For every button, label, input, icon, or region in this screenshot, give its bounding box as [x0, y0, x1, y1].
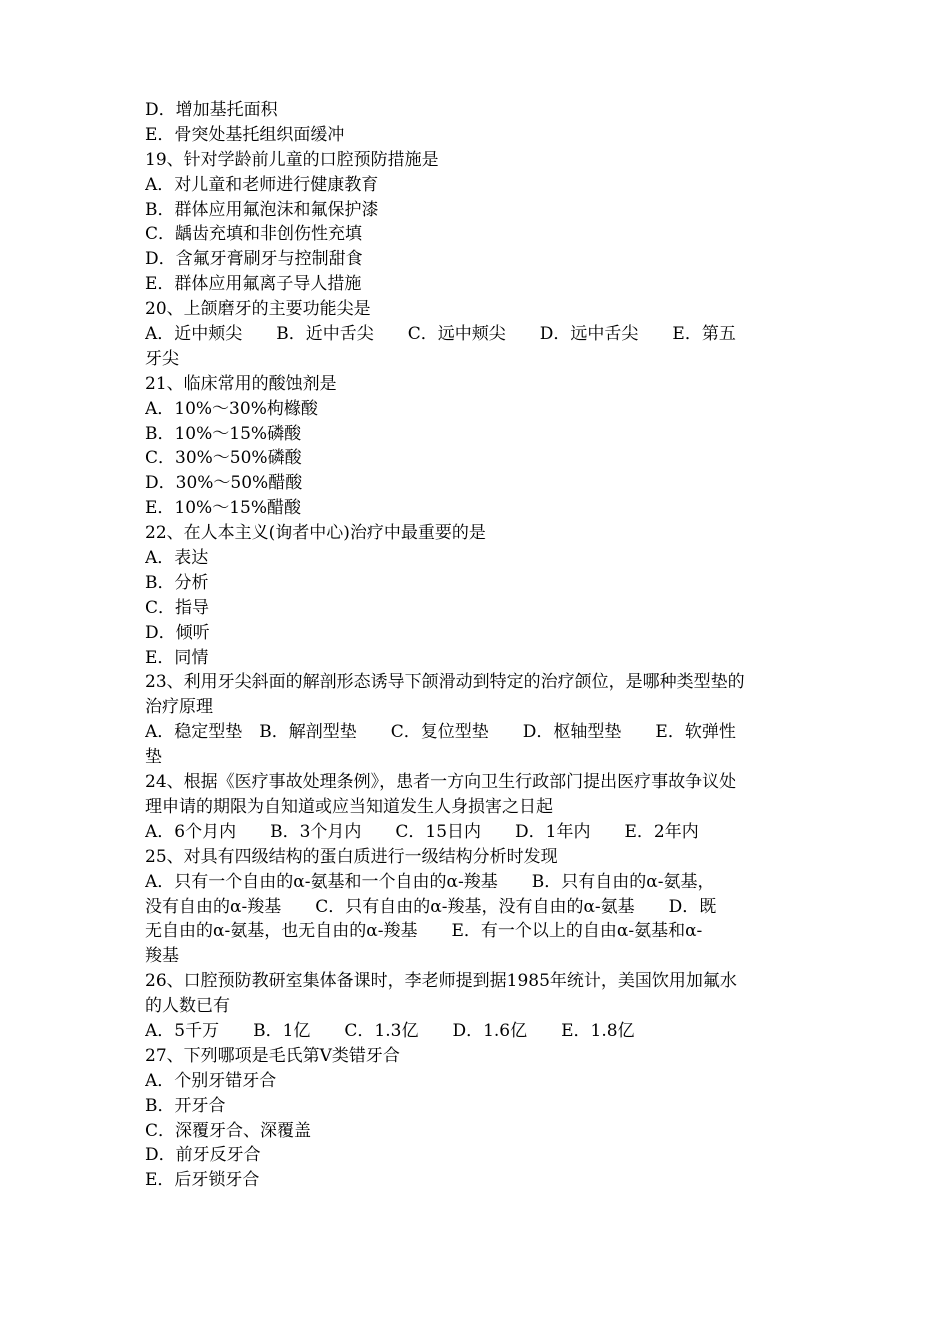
option-line: E．后牙锁牙合 [145, 1170, 260, 1191]
option-line: 垫 [145, 747, 162, 768]
option-line: D．含氟牙膏刷牙与控制甜食 [145, 249, 363, 270]
option-line: 牙尖 [145, 348, 179, 369]
option-line: 没有自由的α-羧基 C．只有自由的α-羧基，没有自由的α-氨基 D．既 [145, 896, 717, 917]
question-24-cont: 理申请的期限为自知道或应当知道发生人身损害之日起 [145, 796, 553, 817]
option-line: C．深覆牙合、深覆盖 [145, 1120, 312, 1141]
question-26: 26、口腔预防教研室集体备课时，李老师提到据1985年统计，美国饮用加氟水 [145, 971, 737, 992]
question-25: 25、对具有四级结构的蛋白质进行一级结构分析时发现 [145, 846, 558, 867]
option-line: D．30%～50%醋酸 [145, 473, 303, 494]
option-line: E．骨突处基托组织面缓冲 [145, 124, 345, 145]
option-line: D．倾听 [145, 622, 210, 643]
option-line: A．10%～30%枸橼酸 [145, 398, 318, 419]
option-line: A．6个月内 B．3个月内 C．15日内 D．1年内 E．2年内 [145, 821, 699, 842]
question-23: 23、利用牙尖斜面的解剖形态诱导下颌滑动到特定的治疗颌位，是哪种类型垫的 [145, 672, 745, 693]
question-24: 24、根据《医疗事故处理条例》，患者一方向卫生行政部门提出医疗事故争议处 [145, 772, 737, 793]
option-line: 羧基 [145, 946, 179, 967]
question-23-cont: 治疗原理 [145, 697, 213, 718]
option-line: A．5千万 B．1亿 C．1.3亿 D．1.6亿 E．1.8亿 [145, 1020, 635, 1041]
option-line: C．指导 [145, 597, 210, 618]
option-line: D．增加基托面积 [145, 100, 278, 120]
option-line: A．对儿童和老师进行健康教育 [145, 174, 379, 195]
option-line: E．群体应用氟离子导人措施 [145, 274, 362, 295]
question-22: 22、在人本主义(询者中心)治疗中最重要的是 [145, 523, 486, 544]
option-line: A．个别牙错牙合 [145, 1070, 277, 1091]
option-line: A．表达 [145, 548, 209, 569]
question-19: 19、针对学龄前儿童的口腔预防措施是 [145, 149, 439, 170]
option-line: B．分析 [145, 572, 209, 593]
option-line: D．前牙反牙合 [145, 1145, 261, 1166]
option-line: B．群体应用氟泡沫和氟保护漆 [145, 199, 379, 220]
option-line: A．稳定型垫 B．解剖型垫 C．复位型垫 D．枢轴型垫 E．软弹性 [145, 722, 736, 743]
option-line: C．龋齿充填和非创伤性充填 [145, 224, 363, 245]
question-27: 27、下列哪项是毛氏第Ⅴ类错牙合 [145, 1045, 400, 1066]
option-line: 无自由的α-氨基，也无自由的α-羧基 E．有一个以上的自由α-氨基和α- [145, 921, 703, 942]
option-line: B．开牙合 [145, 1095, 226, 1116]
question-20: 20、上颌磨牙的主要功能尖是 [145, 299, 371, 320]
option-line: A．近中颊尖 B．近中舌尖 C．远中颊尖 D．远中舌尖 E．第五 [145, 324, 736, 345]
question-21: 21、临床常用的酸蚀剂是 [145, 373, 337, 394]
option-line: B．10%～15%磷酸 [145, 423, 302, 444]
option-line: E．同情 [145, 647, 209, 668]
option-line: A．只有一个自由的α-氨基和一个自由的α-羧基 B．只有自由的α-氨基， [145, 871, 715, 892]
option-line: C．30%～50%磷酸 [145, 448, 302, 469]
option-line: E．10%～15%醋酸 [145, 498, 301, 519]
document-body [145, 98, 809, 1193]
question-26-cont: 的人数已有 [145, 996, 230, 1017]
